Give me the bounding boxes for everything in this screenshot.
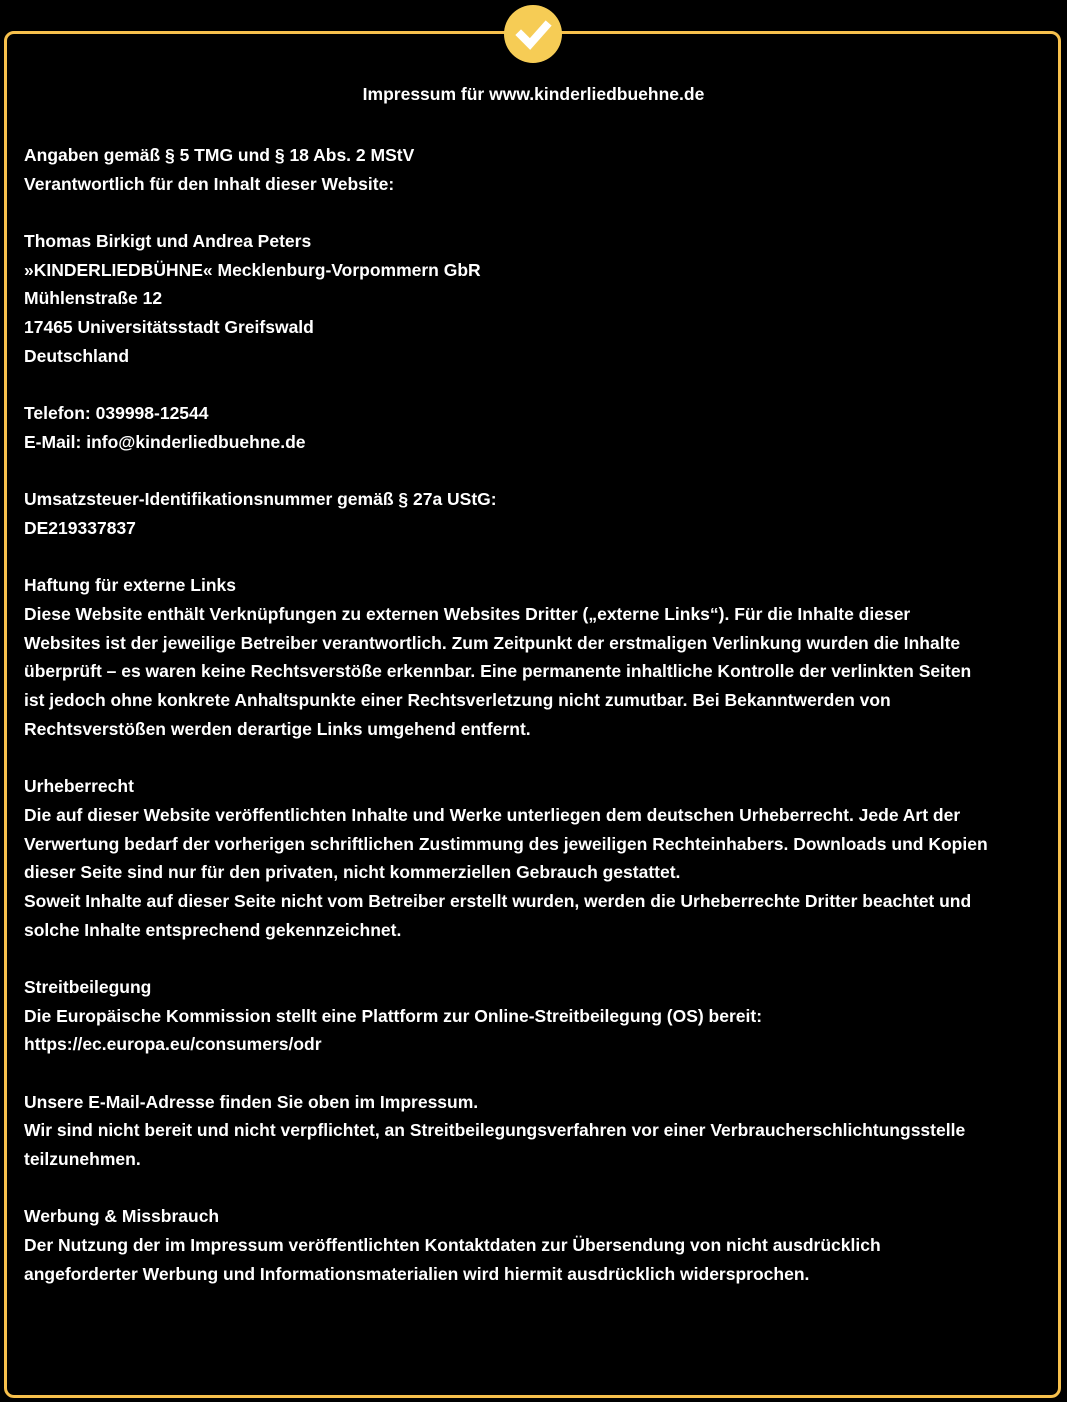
text-line-urheberrecht: dieser Seite sind nur für den privaten, nicht kommerziellen Gebrauch gestattet. (24, 862, 681, 883)
text-line-verantwortlich: Angaben gemäß § 5 TMG und § 18 Abs. 2 MStV (24, 145, 415, 165)
check-icon (504, 5, 562, 63)
text-line-haftung-externe-links: Haftung für externe Links (24, 575, 236, 596)
text-line-haftung-externe-links: ist jedoch ohne konkrete Anhaltspunkte einer Rechtsverletzung nicht zumutbar. Bei Bekanntwerden von (24, 690, 891, 711)
blank-line (24, 457, 1057, 486)
page-title: Impressum für www.kinderliedbuehne.de (362, 84, 705, 104)
blank-line (24, 1059, 1057, 1088)
text-line-urheberrecht: Soweit Inhalte auf dieser Seite nicht vom Betreiber erstellt wurden, werden die Urheberrechte Dritter beachtet und (24, 890, 972, 911)
text-line-adresse: Deutschland (24, 345, 130, 366)
text-line-adresse: Mühlenstraße 12 (24, 288, 163, 309)
text-line-streitbeilegung: Streitbeilegung (24, 976, 152, 997)
text-line-haftung-externe-links: überprüft – es waren keine Rechtsverstöße erkennbar. Eine permanente inhaltliche Kontrolle der verlinkten Seiten (24, 661, 972, 682)
text-line-haftung-externe-links: Rechtsverstößen werden derartige Links umgehend entfernt. (24, 718, 531, 739)
text-line-kontakt: E-Mail: info@kinderliedbuehne.de (24, 431, 306, 452)
text-line-adresse: »KINDERLIEDBÜHNE« Mecklenburg-Vorpommern GbR (24, 259, 481, 280)
text-line-umsatzsteuer: Umsatzsteuer-Identifikationsnummer gemäß § 27a UStG: (24, 489, 497, 510)
text-line-urheberrecht: Die auf dieser Website veröffentlichten Inhalte und Werke unterliegen dem deutschen Urheberrecht. Jede Art der (24, 804, 961, 825)
text-line-werbung-missbrauch: Der Nutzung der im Impressum veröffentlichten Kontaktdaten zur Übersendung von nicht ausdrücklich (24, 1235, 881, 1256)
text-line-adresse: 17465 Universitätsstadt Greifswald (24, 317, 314, 338)
text-line-haftung-externe-links: Diese Website enthält Verknüpfungen zu externen Websites Dritter („externe Links“). Für die Inhalte dieser (24, 604, 911, 624)
text-line-werbung-missbrauch: Werbung & Missbrauch (24, 1206, 220, 1227)
text-line-email-hinweis: Wir sind nicht bereit und nicht verpflichtet, an Streitbeilegungsverfahren vor einer Verbraucherschlichtungsstelle (24, 1120, 966, 1141)
text-line-werbung-missbrauch: angeforderter Werbung und Informationsmaterialien wird hiermit ausdrücklich widersprochen. (24, 1263, 810, 1284)
text-line-urheberrecht: solche Inhalte entsprechend gekennzeichnet. (24, 919, 402, 940)
text-line-kontakt: Telefon: 039998-12544 (24, 403, 209, 424)
text-line-streitbeilegung: Die Europäische Kommission stellt eine Plattform zur Online-Streitbeilegung (OS) bereit: (24, 1005, 763, 1026)
text-line-verantwortlich: Verantwortlich für den Inhalt dieser Website: (24, 173, 395, 194)
text-line-streitbeilegung: https://ec.europa.eu/consumers/odr (24, 1034, 322, 1055)
blank-line (24, 371, 1057, 400)
text-line-adresse: Thomas Birkigt und Andrea Peters (24, 231, 312, 252)
blank-line (24, 543, 1057, 572)
blank-line (24, 743, 1057, 772)
text-line-haftung-externe-links: Websites ist der jeweilige Betreiber verantwortlich. Zum Zeitpunkt der erstmaligen Verlinkung wurden die Inhalte (24, 632, 961, 653)
text-line-urheberrecht: Urheberrecht (24, 776, 134, 797)
blank-line (24, 1174, 1057, 1203)
verified-badge (504, 5, 562, 63)
text-line-email-hinweis: teilzunehmen. (24, 1149, 141, 1170)
impressum-text (24, 141, 1057, 1289)
blank-line (24, 198, 1057, 227)
blank-line (24, 944, 1057, 973)
text-line-email-hinweis: Unsere E-Mail-Adresse finden Sie oben im Impressum. (24, 1091, 479, 1112)
text-line-urheberrecht: Verwertung bedarf der vorherigen schriftlichen Zustimmung des jeweiligen Rechteinhabers. Downloads und Kopien (24, 833, 988, 854)
text-line-umsatzsteuer: DE219337837 (24, 517, 136, 538)
